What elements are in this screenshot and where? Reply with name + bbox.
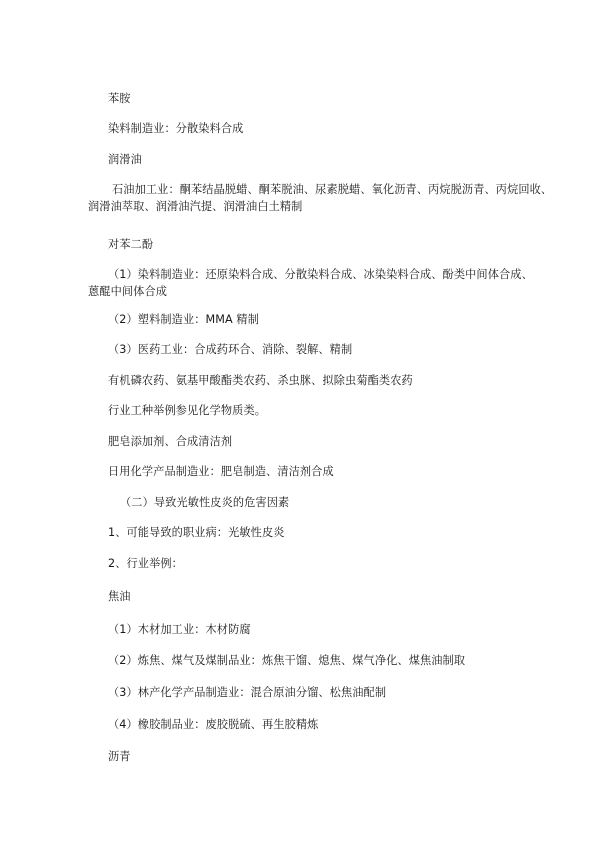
paragraph-dye-manufacturing: 染料制造业：分散染料合成 xyxy=(108,122,244,135)
list-item-1-dye: （1）染料制造业：还原染料合成、分散染料合成、冰染染料合成、酚类中间体合成、 xyxy=(108,268,533,281)
paragraph-see-chemicals: 行业工种举例参见化学物质类。 xyxy=(108,404,267,417)
list-item-3-forest-chemicals: （3）林产化学产品制造业：混合原油分馏、松焦油配制 xyxy=(108,686,387,699)
list-item-4-rubber: （4）橡胶制品业：废胶脱硫、再生胶精炼 xyxy=(108,718,319,731)
paragraph-pesticides: 有机磷农药、氨基甲酸酯类农药、杀虫脒、拟除虫菊酯类农药 xyxy=(108,374,413,387)
paragraph-industry-examples: 2、行业举例： xyxy=(108,557,183,570)
list-item-2-plastics: （2）塑料制造业：MMA 精制 xyxy=(108,313,260,326)
list-item-1-dye-continued: 蒽醌中间体合成 xyxy=(88,285,168,298)
list-item-1-wood: （1）木材加工业：木材防腐 xyxy=(108,623,251,636)
heading-aniline: 苯胺 xyxy=(108,92,131,105)
section-heading-photosensitive: （二）导致光敏性皮炎的危害因素 xyxy=(120,496,290,509)
heading-asphalt: 沥青 xyxy=(108,750,131,763)
heading-tar: 焦油 xyxy=(108,590,131,603)
heading-lubricating-oil: 润滑油 xyxy=(108,153,142,166)
paragraph-petroleum-processing-continued: 润滑油萃取、润滑油汽提、润滑油白土精制 xyxy=(88,200,303,213)
heading-hydroquinone: 对苯二酚 xyxy=(108,238,154,251)
heading-soap-additives: 肥皂添加剂、合成清洁剂 xyxy=(108,435,233,448)
paragraph-daily-chemicals: 日用化学产品制造业：肥皂制造、清洁剂合成 xyxy=(108,465,334,478)
list-item-2-coking: （2）炼焦、煤气及煤制品业：炼焦干馏、熄焦、煤气净化、煤焦油制取 xyxy=(108,654,466,667)
paragraph-occupational-disease: 1、可能导致的职业病：光敏性皮炎 xyxy=(108,526,285,539)
list-item-3-pharma: （3）医药工业：合成药环合、消除、裂解、精制 xyxy=(108,343,353,356)
paragraph-petroleum-processing: 石油加工业：酮苯结晶脱蜡、酮苯脱油、尿素脱蜡、氧化沥青、丙烷脱沥青、丙烷回收、 xyxy=(112,183,553,196)
